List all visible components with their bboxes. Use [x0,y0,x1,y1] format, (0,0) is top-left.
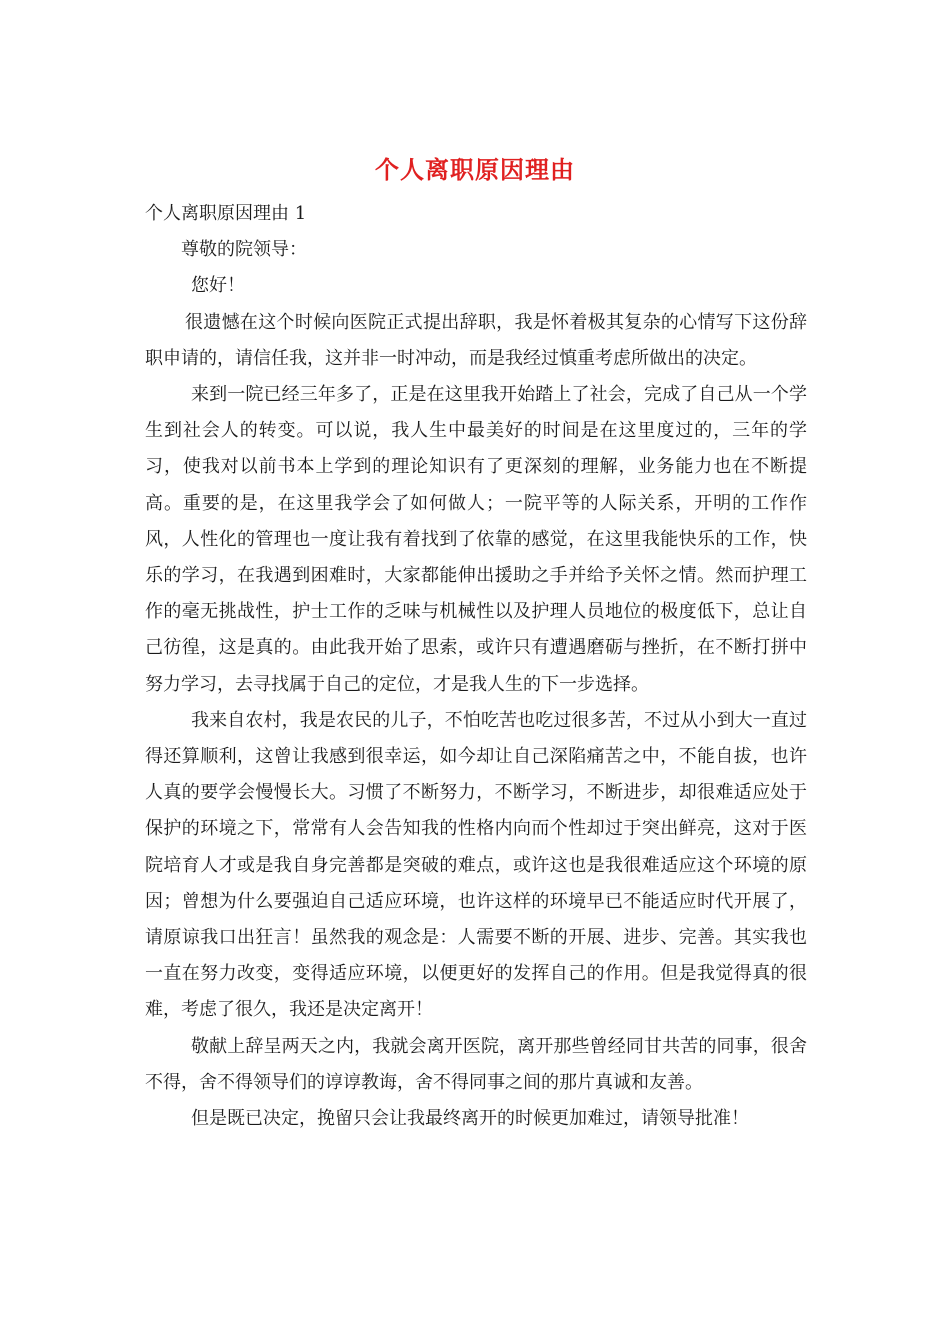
paragraph-1: 很遗憾在这个时候向医院正式提出辞职，我是怀着极其复杂的心情写下这份辞职申请的，请信任我，这并非一时冲动，而是我经过慎重考虑所做出的决定。 [145,311,807,369]
document-body [145,196,807,1137]
section-subheading: 个人离职原因理由 1 [145,203,307,224]
paragraph-3: 我来自农村，我是农民的儿子，不怕吃苦也吃过很多苦，不过从小到大一直过得还算顺利，这曾让我感到很幸运，如今却让自己深陷痛苦之中，不能自拔，也许人真的要学会慢慢长大。习惯了不断努力，不断学习，不断进步，却很难适应处于保护的环境之下，常常有人会告知我的性格内向而个性却过于突出鲜亮，这对于医院培育人才或是我自身完善都是突破的难点，或许这也是我很难适应这个环境的原因；曾想为什么要强迫自己适应环境，也许这样的环境早已不能适应时代开展了，请原谅我口出狂言！虽然我的观念是：人需要不断的开展、进步、完善。其实我也一直在努力改变，变得适应环境，以便更好的发挥自己的作用。但是我觉得真的很难，考虑了很久，我还是决定离开！ [145,709,807,1021]
paragraph-2: 来到一院已经三年多了，正是在这里我开始踏上了社会，完成了自己从一个学生到社会人的转变。可以说，我人生中最美好的时间是在这里度过的，三年的学习，使我对以前书本上学到的理论知识有了更深刻的理解，业务能力也在不断提高。重要的是，在这里我学会了如何做人；一院平等的人际关系，开明的工作作风，人性化的管理也一度让我有着找到了依靠的感觉，在这里我能快乐的工作，快乐的学习，在我遇到困难时，大家都能伸出援助之手并给予关怀之情。然而护理工作的毫无挑战性，护士工作的乏味与机械性以及护理人员地位的极度低下，总让自己彷徨，这是真的。由此我开始了思索，或许只有遭遇磨砺与挫折，在不断打拼中努力学习，去寻找属于自己的定位，才是我人生的下一步选择。 [145,384,807,695]
paragraph-5: 但是既已决定，挽留只会让我最终离开的时候更加难过，请领导批准！ [191,1108,749,1130]
salutation: 尊敬的院领导： [181,239,307,261]
greeting: 您好！ [191,275,245,297]
paragraph-4: 敬献上辞呈两天之内，我就会离开医院，离开那些曾经同甘共苦的同事，很舍不得，舍不得领导们的谆谆教诲，舍不得同事之间的那片真诚和友善。 [145,1035,807,1093]
document-title: 个人离职原因理由 [375,155,575,184]
